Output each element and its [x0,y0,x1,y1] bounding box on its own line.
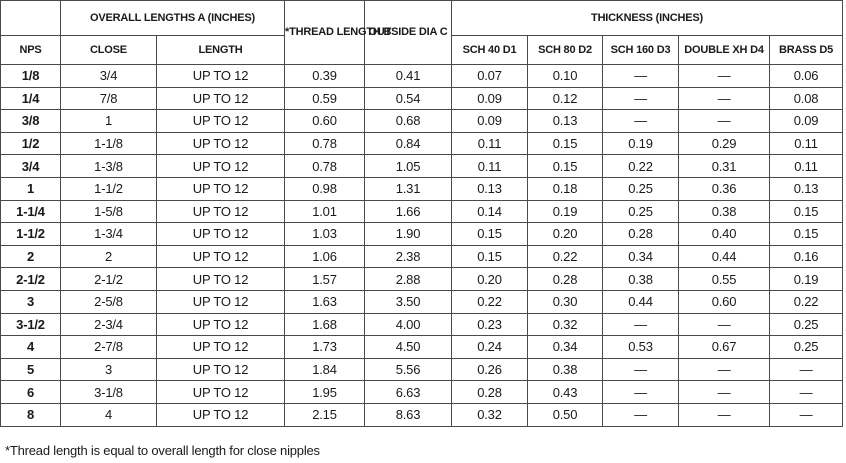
length-cell: UP TO 12 [157,200,285,223]
sch80-cell: 0.50 [528,403,603,426]
sch160-cell: — [603,313,679,336]
table-row [1,403,843,426]
thread-length-cell: 1.84 [285,358,365,381]
nps-cell: 5 [1,358,61,381]
sch80-cell: 0.13 [528,110,603,133]
thread-length-cell: 1.06 [285,245,365,268]
sch40-cell: 0.32 [452,403,528,426]
header-row-group [1,1,843,36]
outside-dia-cell: 0.68 [365,110,452,133]
close-cell: 2 [61,245,157,268]
table-body [1,65,843,427]
sch160-cell: 0.28 [603,223,679,246]
outside-dia-cell: 1.05 [365,155,452,178]
sch160-cell: 0.38 [603,268,679,291]
brass-cell: 0.19 [770,268,843,291]
outside-dia-cell: 6.63 [365,381,452,404]
table-row [1,110,843,133]
table-row [1,65,843,88]
sch160-cell: 0.19 [603,132,679,155]
close-cell: 1-3/4 [61,223,157,246]
table-row [1,177,843,200]
table-row [1,200,843,223]
footnote: *Thread length is equal to overall length for close nipples [5,443,320,458]
thread-length-cell: 0.78 [285,155,365,178]
nps-cell: 8 [1,403,61,426]
header-spacer [1,1,61,36]
sch80-cell: 0.10 [528,65,603,88]
sch40-cell: 0.15 [452,245,528,268]
brass-cell: 0.15 [770,223,843,246]
thread-length-cell: 1.63 [285,290,365,313]
thread-length-cell: 1.03 [285,223,365,246]
thread-length-cell: 0.59 [285,87,365,110]
nps-cell: 3 [1,290,61,313]
outside-dia-cell: 1.66 [365,200,452,223]
sch80-cell: 0.19 [528,200,603,223]
close-cell: 3 [61,358,157,381]
brass-cell: 0.25 [770,313,843,336]
length-cell: UP TO 12 [157,132,285,155]
double-xh-cell: 0.44 [679,245,770,268]
brass-cell: 0.25 [770,336,843,359]
outside-dia-cell: 0.41 [365,65,452,88]
brass-cell: 0.11 [770,132,843,155]
double-xh-cell: 0.55 [679,268,770,291]
sch40-cell: 0.13 [452,177,528,200]
nps-cell: 1-1/4 [1,200,61,223]
double-xh-cell: 0.36 [679,177,770,200]
sch40-cell: 0.14 [452,200,528,223]
sch80-cell: 0.22 [528,245,603,268]
close-cell: 2-5/8 [61,290,157,313]
close-cell: 2-1/2 [61,268,157,291]
sch160-cell: — [603,87,679,110]
thread-length-cell: 1.73 [285,336,365,359]
thread-length-cell: 0.60 [285,110,365,133]
thread-length-cell: 1.68 [285,313,365,336]
double-xh-cell: — [679,381,770,404]
sch160-cell: 0.53 [603,336,679,359]
double-xh-cell: 0.38 [679,200,770,223]
thread-length-cell: 0.78 [285,132,365,155]
sch160-cell: — [603,358,679,381]
sch160-cell: 0.22 [603,155,679,178]
outside-dia-cell: 8.63 [365,403,452,426]
outside-dia-cell: 2.38 [365,245,452,268]
sch160-cell: — [603,65,679,88]
close-cell: 1-5/8 [61,200,157,223]
brass-cell: 0.08 [770,87,843,110]
table-row [1,223,843,246]
nps-cell: 3/8 [1,110,61,133]
outside-dia-cell: 4.50 [365,336,452,359]
thread-length-cell: 0.98 [285,177,365,200]
length-cell: UP TO 12 [157,245,285,268]
header-length: LENGTH [157,36,285,65]
nps-cell: 1/2 [1,132,61,155]
header-outside-dia: OUTSIDE DIA C [365,1,452,65]
table-row [1,268,843,291]
sch160-cell: — [603,110,679,133]
double-xh-cell: 0.60 [679,290,770,313]
thread-length-cell: 2.15 [285,403,365,426]
brass-cell: 0.16 [770,245,843,268]
table-row [1,245,843,268]
length-cell: UP TO 12 [157,313,285,336]
header-close: CLOSE [61,36,157,65]
thread-length-cell: 1.95 [285,381,365,404]
outside-dia-cell: 1.31 [365,177,452,200]
header-overall-lengths: OVERALL LENGTHS A (INCHES) [61,1,285,36]
outside-dia-cell: 0.84 [365,132,452,155]
length-cell: UP TO 12 [157,177,285,200]
length-cell: UP TO 12 [157,65,285,88]
nps-cell: 2 [1,245,61,268]
outside-dia-cell: 0.54 [365,87,452,110]
nps-cell: 2-1/2 [1,268,61,291]
sch80-cell: 0.30 [528,290,603,313]
nps-cell: 3/4 [1,155,61,178]
table-row [1,132,843,155]
sch80-cell: 0.18 [528,177,603,200]
brass-cell: 0.11 [770,155,843,178]
double-xh-cell: 0.40 [679,223,770,246]
table-row [1,87,843,110]
sch40-cell: 0.26 [452,358,528,381]
sch40-cell: 0.15 [452,223,528,246]
double-xh-cell: — [679,358,770,381]
length-cell: UP TO 12 [157,381,285,404]
length-cell: UP TO 12 [157,358,285,381]
double-xh-cell: — [679,110,770,133]
sch80-cell: 0.28 [528,268,603,291]
brass-cell: 0.15 [770,200,843,223]
close-cell: 3-1/8 [61,381,157,404]
sch40-cell: 0.11 [452,132,528,155]
thread-length-cell: 0.39 [285,65,365,88]
length-cell: UP TO 12 [157,403,285,426]
table-row [1,313,843,336]
outside-dia-cell: 1.90 [365,223,452,246]
outside-dia-cell: 2.88 [365,268,452,291]
sch40-cell: 0.07 [452,65,528,88]
nps-cell: 1 [1,177,61,200]
header-double-xh: DOUBLE XH D4 [679,36,770,65]
nps-cell: 6 [1,381,61,404]
header-nps: NPS [1,36,61,65]
brass-cell: — [770,403,843,426]
thread-length-cell: 1.01 [285,200,365,223]
outside-dia-cell: 3.50 [365,290,452,313]
sch80-cell: 0.15 [528,132,603,155]
sch40-cell: 0.11 [452,155,528,178]
sch80-cell: 0.32 [528,313,603,336]
sch40-cell: 0.28 [452,381,528,404]
sch80-cell: 0.20 [528,223,603,246]
table-header [1,1,843,65]
double-xh-cell: — [679,403,770,426]
length-cell: UP TO 12 [157,110,285,133]
close-cell: 7/8 [61,87,157,110]
sch160-cell: 0.25 [603,200,679,223]
double-xh-cell: 0.31 [679,155,770,178]
close-cell: 1-1/2 [61,177,157,200]
sch40-cell: 0.23 [452,313,528,336]
sch160-cell: — [603,381,679,404]
close-cell: 1 [61,110,157,133]
nps-cell: 1/8 [1,65,61,88]
sch80-cell: 0.38 [528,358,603,381]
sch40-cell: 0.20 [452,268,528,291]
close-cell: 1-1/8 [61,132,157,155]
table-row [1,336,843,359]
table-row [1,155,843,178]
table-row [1,290,843,313]
double-xh-cell: — [679,87,770,110]
table-row [1,381,843,404]
close-cell: 3/4 [61,65,157,88]
length-cell: UP TO 12 [157,223,285,246]
header-sch40: SCH 40 D1 [452,36,528,65]
close-cell: 2-7/8 [61,336,157,359]
brass-cell: — [770,381,843,404]
double-xh-cell: — [679,313,770,336]
sch160-cell: — [603,403,679,426]
close-cell: 4 [61,403,157,426]
header-sch160: SCH 160 D3 [603,36,679,65]
sch80-cell: 0.15 [528,155,603,178]
double-xh-cell: — [679,65,770,88]
sch160-cell: 0.34 [603,245,679,268]
sch80-cell: 0.12 [528,87,603,110]
length-cell: UP TO 12 [157,336,285,359]
brass-cell: 0.06 [770,65,843,88]
length-cell: UP TO 12 [157,268,285,291]
brass-cell: — [770,358,843,381]
brass-cell: 0.13 [770,177,843,200]
header-brass: BRASS D5 [770,36,843,65]
nps-cell: 4 [1,336,61,359]
length-cell: UP TO 12 [157,87,285,110]
header-thickness: THICKNESS (INCHES) [452,1,843,36]
header-sch80: SCH 80 D2 [528,36,603,65]
outside-dia-cell: 4.00 [365,313,452,336]
nps-cell: 1/4 [1,87,61,110]
nps-cell: 3-1/2 [1,313,61,336]
double-xh-cell: 0.29 [679,132,770,155]
header-thread-length: *THREAD LENGTH B [285,1,365,65]
double-xh-cell: 0.67 [679,336,770,359]
table-row [1,358,843,381]
nps-cell: 1-1/2 [1,223,61,246]
sch160-cell: 0.44 [603,290,679,313]
sch80-cell: 0.43 [528,381,603,404]
close-cell: 1-3/8 [61,155,157,178]
brass-cell: 0.09 [770,110,843,133]
sch80-cell: 0.34 [528,336,603,359]
sch160-cell: 0.25 [603,177,679,200]
brass-cell: 0.22 [770,290,843,313]
sch40-cell: 0.24 [452,336,528,359]
sch40-cell: 0.22 [452,290,528,313]
close-cell: 2-3/4 [61,313,157,336]
sch40-cell: 0.09 [452,110,528,133]
length-cell: UP TO 12 [157,155,285,178]
outside-dia-cell: 5.56 [365,358,452,381]
sch40-cell: 0.09 [452,87,528,110]
length-cell: UP TO 12 [157,290,285,313]
thread-length-cell: 1.57 [285,268,365,291]
